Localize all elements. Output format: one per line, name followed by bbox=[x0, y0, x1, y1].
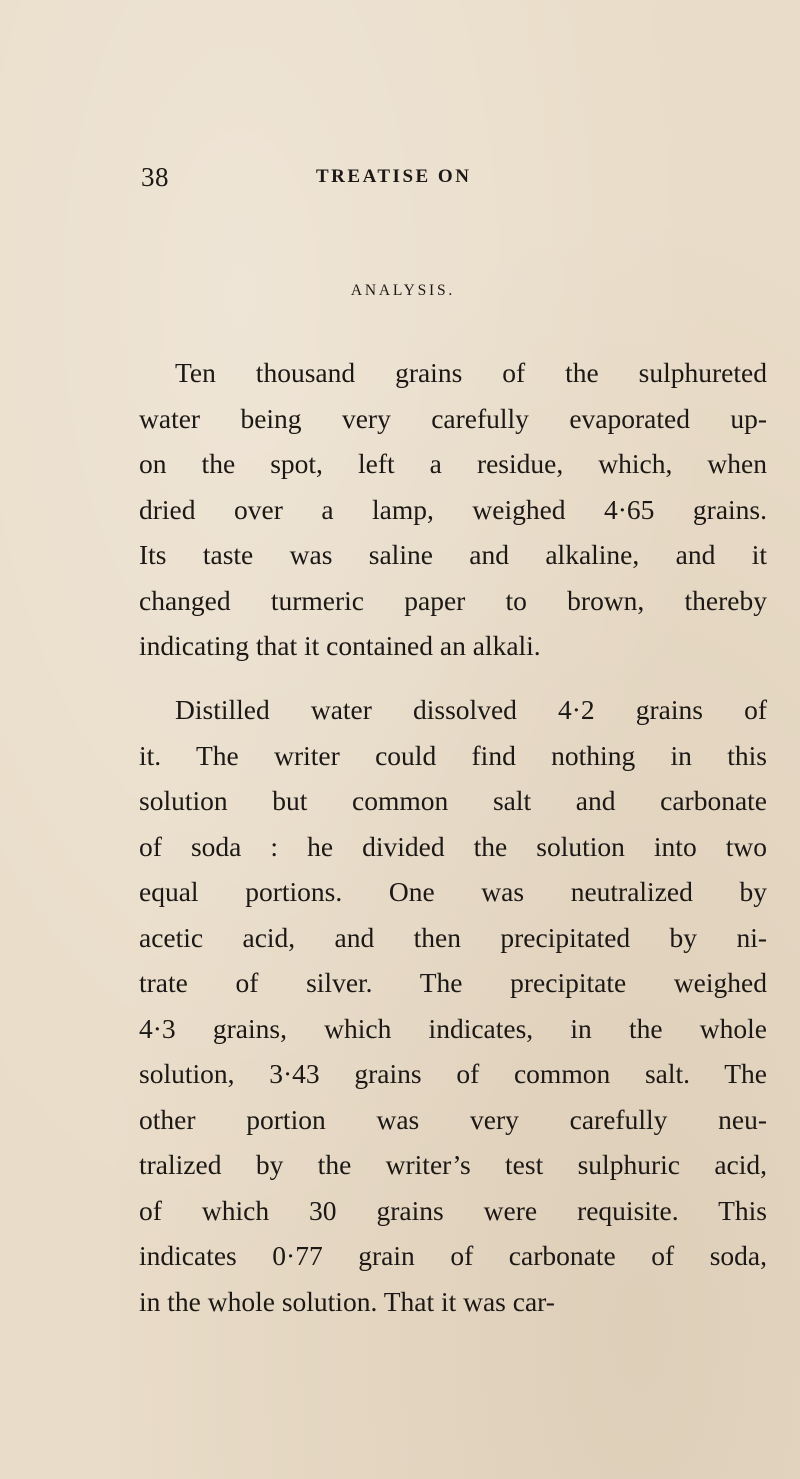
paragraph-1 bbox=[139, 350, 767, 669]
running-title: TREATISE ON bbox=[316, 166, 472, 187]
running-head bbox=[141, 162, 701, 202]
text-line: dried over a lamp, weighed 4·65 grains. bbox=[139, 493, 767, 525]
text-line: solution, 3·43 grains of common salt. The bbox=[139, 1058, 767, 1089]
text-line: Its taste was saline and alkaline, and it bbox=[139, 539, 767, 570]
text-line: in the whole solution. That it was car- bbox=[139, 1285, 555, 1317]
text-line: solution but common salt and carbonate bbox=[139, 785, 767, 816]
section-heading: ANALYSIS. bbox=[350, 282, 456, 299]
text-line: of soda : he divided the solution into two bbox=[139, 830, 767, 862]
text-line: on the spot, left a residue, which, when bbox=[139, 448, 767, 479]
paragraph-2 bbox=[139, 687, 767, 1324]
text-line: acetic acid, and then precipitated by ni- bbox=[139, 921, 767, 953]
text-line: indicates 0·77 grain of carbonate of soda, bbox=[139, 1240, 767, 1271]
text-line: Ten thousand grains of the sulphureted bbox=[175, 357, 767, 388]
page-number: 38 bbox=[141, 162, 169, 192]
text-line: Distilled water dissolved 4·2 grains of bbox=[175, 694, 767, 725]
text-line: changed turmeric paper to brown, thereby bbox=[139, 584, 767, 616]
text-line: other portion was very carefully neu- bbox=[139, 1103, 767, 1135]
text-line: trate of silver. The precipitate weighed bbox=[139, 967, 767, 998]
text-line: of which 30 grains were requisite. This bbox=[139, 1194, 767, 1226]
text-line: equal portions. One was neutralized by bbox=[139, 876, 767, 907]
text-line: it. The writer could find nothing in this bbox=[139, 739, 767, 771]
text-line: water being very carefully evaporated up- bbox=[139, 402, 767, 434]
text-line: tralized by the writer’s test sulphuric acid, bbox=[139, 1149, 767, 1180]
text-line: indicating that it contained an alkali. bbox=[139, 630, 541, 661]
text-line: 4·3 grains, which indicates, in the whole bbox=[139, 1012, 767, 1044]
